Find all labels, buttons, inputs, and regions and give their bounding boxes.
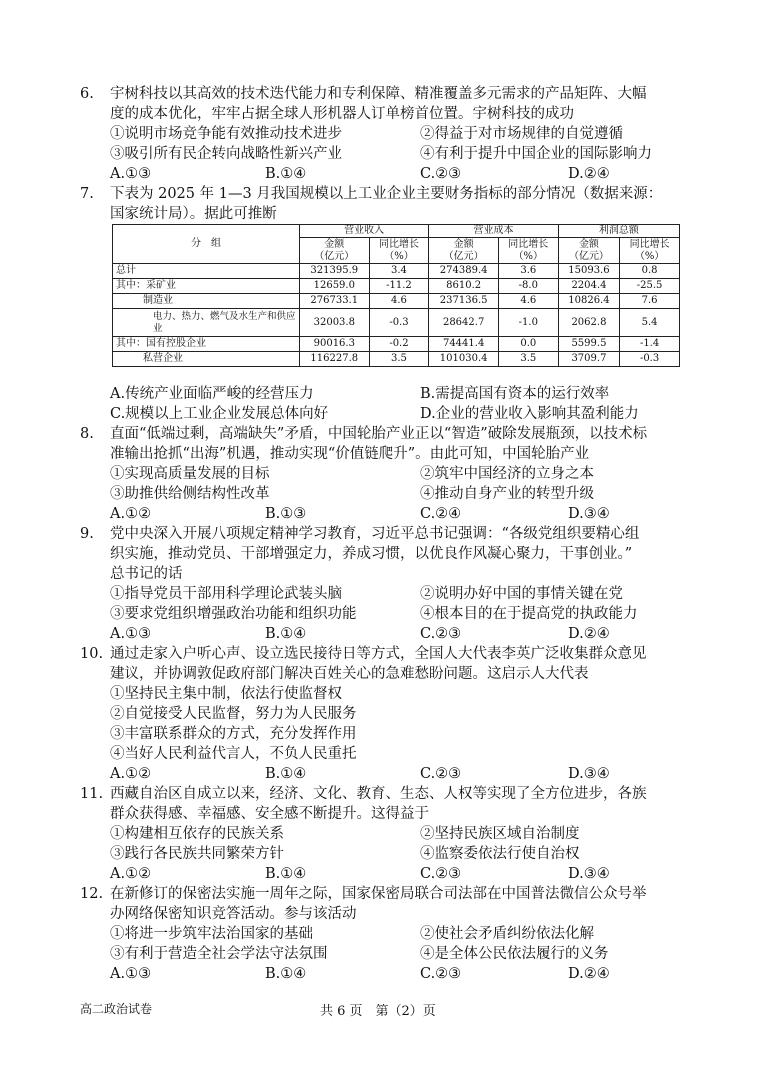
statement-item: ③丰富联系群众的方式，充分发挥作用 [110,726,357,742]
table-cell: -0.3 [369,309,429,337]
answer-choice: D.③④ [568,766,610,782]
table-cell: 276733.1 [300,294,370,309]
group-header: 分 组 [113,225,300,264]
question-stem-line: 办网络保密知识竞答活动。参与该活动 [110,906,357,922]
question-stem-line: 国家统计局）。据此可推断 [110,206,277,222]
table-cell: 4.6 [498,294,558,309]
statement-item: ④是全体公民依法履行的义务 [420,946,609,962]
table-cell: 7.6 [620,294,680,309]
table-cell: 10826.4 [558,294,620,309]
answer-choice: D.③④ [568,506,610,522]
table-cell: -11.2 [369,279,429,294]
answer-choice: A.①② [110,506,152,522]
column-group-header: 营业成本 [429,225,558,238]
answer-choice: D.②④ [568,626,610,642]
table-cell: -0.3 [620,352,680,367]
sub-header: 金额 （亿元） [429,238,499,264]
question-7-choices [80,384,680,424]
answer-choice: B.①④ [265,166,307,182]
statement-item: ③吸引所有民企转向战略性新兴产业 [110,146,342,162]
statement-item: ①实现高质量发展的目标 [110,466,270,482]
table-cell: -25.5 [620,279,680,294]
table-cell: 3.5 [498,352,558,367]
row-label: 电力、热力、燃气及水生产和供应业 [113,309,300,337]
table-cell: 116227.8 [300,352,370,367]
answer-choice: B.①④ [265,766,307,782]
table-cell: 274389.4 [429,264,499,279]
statement-item: ④推动自身产业的转型升级 [420,486,594,502]
table-cell: 321395.9 [300,264,370,279]
answer-choice: C.规模以上工业企业发展总体向好 [110,406,329,422]
table-cell: 3709.7 [558,352,620,367]
column-group-header: 营业收入 [300,225,429,238]
table-cell: 5.4 [620,309,680,337]
table-row [113,309,680,337]
question-number: 7. [80,186,94,202]
row-label: 制造业 [113,294,300,309]
table-cell: 3.6 [498,264,558,279]
table-cell: 74441.4 [429,337,499,352]
answer-choice: D.③④ [568,866,610,882]
question-number: 8. [80,426,94,442]
question-stem-line: 宇树科技以其高效的技术迭代能力和专利保障、精准覆盖多元需求的产品矩阵、大幅 [110,86,647,102]
table-cell: -8.0 [498,279,558,294]
statement-item: ①将进一步筑牢法治国家的基础 [110,926,313,942]
table-row [113,294,680,309]
statement-item: ①构建相互依存的民族关系 [110,826,284,842]
table-cell: 0.8 [620,264,680,279]
answer-choice: B.①④ [265,626,307,642]
answer-choice: C.②③ [420,166,462,182]
statement-item: ③有利于营造全社会学法守法氛围 [110,946,328,962]
question-stem-line: 党中央深入开展八项规定精神学习教育，习近平总书记强调：“各级党组织要精心组 [110,526,640,542]
row-label: 其中：采矿业 [113,279,300,294]
column-group-header: 利润总额 [558,225,679,238]
statement-item: ③助推供给侧结构性改革 [110,486,270,502]
table-header-row [113,225,680,238]
question-stem-line: 度的成本优化，牢牢占据全球人形机器人订单榜首位置。宇树科技的成功 [110,106,574,122]
question-10 [80,644,680,784]
table-cell: 0.0 [498,337,558,352]
statement-item: ②自觉接受人民监督，努力为人民服务 [110,706,357,722]
row-label: 私营企业 [113,352,300,367]
statement-item: ①坚持民主集中制，依法行使监督权 [110,686,342,702]
question-11 [80,784,680,884]
table-cell: -1.4 [620,337,680,352]
question-stem-line: 直面“低端过剩，高端缺失”矛盾，中国轮胎产业正以“智造”破除发展瓶颈，以技术标 [110,426,648,442]
table-cell: 2062.8 [558,309,620,337]
answer-choice: C.②③ [420,866,462,882]
answer-choice: A.传统产业面临严峻的经营压力 [110,386,314,402]
statement-item: ④有利于提升中国企业的国际影响力 [420,146,652,162]
table-cell: 90016.3 [300,337,370,352]
sub-header: 同比增长 （%） [620,238,680,264]
statement-item: ②使社会矛盾纠纷依法化解 [420,926,594,942]
statement-item: ④根本目的在于提高党的执政能力 [420,606,638,622]
question-8 [80,424,680,524]
footer-subject: 高二政治试卷 [80,1002,153,1016]
answer-choice: B.①④ [265,866,307,882]
statement-item: ①说明市场竞争能有效推动技术进步 [110,126,342,142]
sub-header: 同比增长 （%） [369,238,429,264]
sub-header: 同比增长 （%） [498,238,558,264]
answer-choice: C.②③ [420,626,462,642]
statement-item: ③践行各民族共同繁荣方针 [110,846,284,862]
question-stem-line: 西藏自治区自成立以来，经济、文化、教育、生态、人权等实现了全方位进步，各族 [110,786,647,802]
statement-item: ②筑牢中国经济的立身之本 [420,466,594,482]
table-cell: 3.4 [369,264,429,279]
question-stem-line: 织实施，推动党员、干部增强定力，养成习惯，以优良作风凝心聚力，干事创业。” [110,546,633,562]
row-label: 其中：国有控股企业 [113,337,300,352]
statement-item: ②说明办好中国的事情关键在党 [420,586,623,602]
answer-choice: A.①② [110,866,152,882]
statement-item: ①指导党员干部用科学理论武装头脑 [110,586,342,602]
table-cell: 4.6 [369,294,429,309]
question-stem-line: 群众获得感、幸福感、安全感不断提升。这得益于 [110,806,429,822]
question-7 [80,184,680,224]
question-number: 9. [80,526,94,542]
table-row [113,337,680,352]
question-number: 11. [80,786,104,802]
sub-header: 金额 （亿元） [300,238,370,264]
statement-item: ③要求党组织增强政治功能和组织功能 [110,606,357,622]
statement-item: ②得益于对市场规律的自觉遵循 [420,126,623,142]
table-cell: 12659.0 [300,279,370,294]
answer-choice: D.②④ [568,966,610,982]
row-label: 总计 [113,264,300,279]
table-row [113,279,680,294]
statement-item: ②坚持民族区域自治制度 [420,826,580,842]
footer-page-number: 共 6 页 第（2）页 [320,1004,436,1019]
question-stem-line: 准输出抢抓“出海”机遇，推动实现“价值链爬升”。由此可知，中国轮胎产业 [110,446,590,462]
table-cell: 237136.5 [429,294,499,309]
answer-choice: A.①③ [110,966,152,982]
answer-choice: B.需提高国有资本的运行效率 [420,386,610,402]
table-cell: -0.2 [369,337,429,352]
table-cell: 2204.4 [558,279,620,294]
answer-choice: C.②③ [420,766,462,782]
answer-choice: A.①③ [110,626,152,642]
answer-choice: B.①③ [265,506,307,522]
answer-choice: D.②④ [568,166,610,182]
table-row [113,264,680,279]
question-9 [80,524,680,644]
question-stem-line: 通过走家入户听心声、设立选民接待日等方式，全国人大代表李英广泛收集群众意见 [110,646,647,662]
question-12 [80,884,680,984]
table-cell: 3.5 [369,352,429,367]
question-number: 12. [80,886,104,902]
table-cell: 15093.6 [558,264,620,279]
question-6 [80,84,680,182]
table-cell: 101030.4 [429,352,499,367]
table-row [113,352,680,367]
question-number: 10. [80,646,104,662]
answer-choice: A.①② [110,766,152,782]
table-cell: 28642.7 [429,309,499,337]
financial-indicators-table [112,224,680,367]
answer-choice: A.①③ [110,166,152,182]
table-cell: -1.0 [498,309,558,337]
table-cell: 8610.2 [429,279,499,294]
answer-choice: B.①④ [265,966,307,982]
statement-item: ④当好人民利益代言人，不负人民重托 [110,746,357,762]
answer-choice: C.②④ [420,506,462,522]
statement-item: ④监察委依法行使自治权 [420,846,580,862]
sub-header: 金额 （亿元） [558,238,620,264]
table-cell: 5599.5 [558,337,620,352]
question-stem-line: 总书记的话 [110,566,183,582]
question-stem-line: 建议，并协调敦促政府部门解决百姓关心的急难愁盼问题。这启示人大代表 [110,666,589,682]
table-cell: 32003.8 [300,309,370,337]
question-stem-line: 下表为 2025 年 1—3 月我国规模以上工业企业主要财务指标的部分情况（数据来源： [110,186,663,202]
answer-choice: D.企业的营业收入影响其盈利能力 [420,406,639,422]
question-stem-line: 在新修订的保密法实施一周年之际，国家保密局联合司法部在中国普法微信公众号举 [110,886,647,902]
question-number: 6. [80,86,94,102]
answer-choice: C.②③ [420,966,462,982]
